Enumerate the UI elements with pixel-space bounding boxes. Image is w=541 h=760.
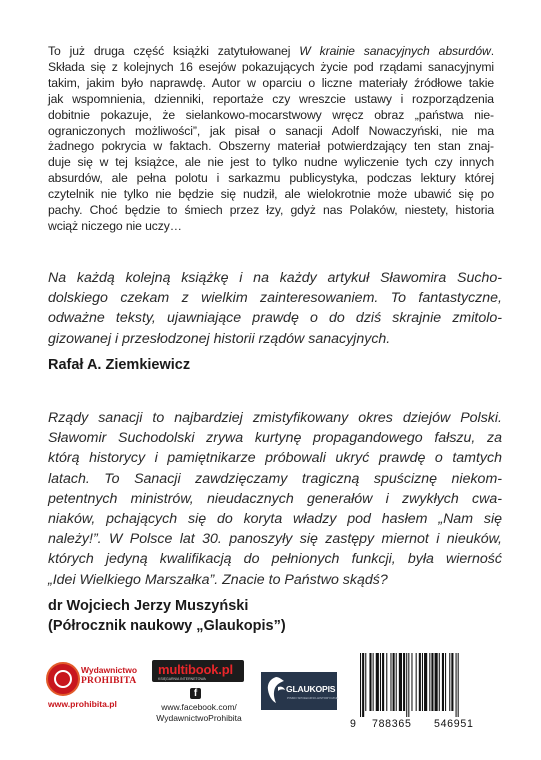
barcode-bar — [458, 653, 459, 717]
barcode-bar — [362, 653, 364, 717]
quote-line: gizowanej i przesłodzonej historii rządów sanacyjnych. — [48, 330, 391, 347]
barcode-bar — [365, 653, 366, 711]
barcode-bar — [411, 653, 412, 711]
barcode-bar — [456, 653, 457, 717]
description-text: wciąż niczego nie uczy… — [48, 218, 182, 233]
description-line — [48, 60, 494, 76]
quote-line: Na każdą kolejną książkę i na każdy artykuł Sławomira Sucho- — [48, 270, 502, 286]
description-text: Składa się z kolejnych 16 esejów pokazujących życie pod rządami sanacyjnymi — [48, 59, 494, 74]
review-author-muszynski: dr Wojciech Jerzy Muszyński — [48, 598, 249, 614]
barcode-bar — [445, 653, 446, 711]
barcode-bar — [376, 653, 379, 711]
prohibita-url: www.prohibita.pl — [48, 699, 117, 709]
review-author-ziemkiewicz: Rafał A. Ziemkiewicz — [48, 357, 191, 373]
description-text: czytelnik nie tylko nie będzie się nudził, ale wielokrotnie może ubawić się po — [48, 187, 494, 202]
barcode-bar — [386, 653, 387, 711]
book-description — [48, 44, 494, 235]
description-line — [48, 203, 494, 219]
quote-line: niaków, pchających się do koryta władzy pod hasłem „Nam się — [48, 511, 502, 528]
multibook-subtitle: KSIĘGARNIA INTERNETOWA — [158, 677, 206, 681]
facebook-url-line1: www.facebook.com/ — [161, 702, 237, 712]
barcode-bar — [369, 653, 371, 711]
quote-line: „Idei Wielkiego Marszałka”. Znacie to Państwo skądś? — [48, 571, 388, 588]
barcode-bar — [449, 653, 450, 711]
barcode-bar — [422, 653, 423, 711]
barcode-bar — [396, 653, 397, 711]
owl-icon — [264, 675, 288, 705]
description-line — [48, 187, 494, 203]
facebook-url — [152, 702, 246, 723]
quote-line: latach. To Sanacji zawdzięczamy tragiczną spuściznę niekom- — [48, 470, 502, 487]
barcode-bar — [451, 653, 453, 711]
prohibita-label-line1: Wydawnictwo — [81, 665, 138, 675]
barcode-bar — [419, 653, 421, 711]
barcode-bar — [442, 653, 444, 711]
description-line — [48, 219, 494, 235]
facebook-url-line2: WydawnictwoProhibita — [156, 712, 242, 723]
description-line — [48, 155, 494, 171]
prohibita-logo — [46, 658, 136, 718]
barcode-bar — [424, 653, 427, 711]
quote-line: którą historycy i pamiętnikarze próbowali ukryć prawdę o tamtych — [48, 450, 502, 467]
description-text: ograniczonych możliwości”, jak pisał o sanacji Adolf Nowaczyński, nie ma — [48, 123, 494, 138]
quote-line: odważne teksty, ujawniające prawdę o do dziś skrajnie zmitolo- — [48, 310, 502, 327]
glaukopis-logo — [261, 672, 337, 710]
description-text: pachy. Choć będzie to śmiech przez łzy, gdyż nas Polaków, niestety, historia — [48, 203, 494, 218]
barcode-bar — [416, 653, 417, 711]
description-line — [48, 171, 494, 187]
barcode-bar — [431, 653, 433, 711]
review-quote-muszynski — [48, 408, 502, 590]
barcode-bar — [382, 653, 384, 711]
multibook-badge — [152, 660, 244, 682]
description-text: duje się w tej książce, ale nie jest to tylko nudne wyliczenie tych czy innych — [48, 155, 494, 170]
description-text: takim, jakim było naprawdę. Autor w oparciu o liczne materiały źródłowe takie — [48, 75, 494, 90]
description-text: absurdów, ale pełna polotu i sarkazmu publicystyka, podczas lektury której — [48, 171, 494, 186]
barcode-left-digits: 788365 — [372, 718, 412, 730]
isbn-barcode — [350, 653, 500, 730]
prohibita-label-line2: PROHIBITA — [81, 676, 137, 686]
quote-line: należy!”. W Polsce lat 30. panoszyły się zastępy miernot i nieuków, — [48, 531, 502, 548]
prohibita-emblem-icon — [46, 662, 80, 696]
description-line — [48, 76, 494, 92]
description-text: jak wspomnienia, dzienniki, reportaże czy wreszcie ustawy i rozporządzenia — [48, 91, 494, 106]
multibook-name: multibook.pl — [158, 662, 233, 677]
review-author-affiliation: (Półrocznik naukowy „Glaukopis”) — [48, 618, 286, 634]
barcode-bar — [380, 653, 381, 711]
barcode-bar — [429, 653, 430, 711]
barcode-bar — [408, 653, 409, 717]
quote-line: petentnych ministrów, nieudacznych generałów i zwykłych cwa- — [48, 490, 502, 507]
book-title-reference: W krainie sanacyjnych absurdów — [299, 44, 491, 58]
barcode-bar — [360, 653, 361, 717]
glaukopis-name: GLAUKOPIS — [286, 684, 336, 694]
description-text: żadnego pokrycia w faktach. Obszerny materiał potwierdzający ten stan znaj- — [48, 139, 494, 154]
barcode-bar — [435, 653, 438, 711]
review-quote-ziemkiewicz — [48, 268, 502, 349]
facebook-icon: f — [190, 688, 201, 699]
description-text: . — [490, 44, 494, 58]
description-text: dobitnie pokazuje, że sielankowo-mocarstwowy wręcz obraz „państwa nie- — [48, 107, 494, 122]
barcode-bar — [393, 653, 395, 711]
description-line — [48, 124, 494, 140]
description-line — [48, 139, 494, 155]
glaukopis-subtitle: PISMO SPOŁECZNO-HISTORYCZNE — [287, 696, 339, 700]
description-line — [48, 44, 494, 60]
quote-line: Sławomir Suchodolski zrywa kurtynę propagandowego fałszu, za — [48, 430, 502, 447]
barcode-bars — [360, 653, 500, 717]
barcode-bar — [390, 653, 391, 711]
barcode-bar — [439, 653, 440, 711]
description-line — [48, 108, 494, 124]
description-text: To już druga część książki zatytułowanej — [48, 44, 300, 58]
description-line — [48, 92, 494, 108]
barcode-bar — [406, 653, 407, 717]
quote-line: których jedyną kwalifikacją do pełnionych funkcji, była wierność — [48, 551, 502, 568]
barcode-bar — [373, 653, 374, 711]
barcode-right-digits: 546951 — [434, 718, 474, 730]
multibook-logo — [150, 660, 250, 722]
barcode-first-digit: 9 — [350, 718, 357, 730]
barcode-bar — [399, 653, 402, 711]
quote-line: Rządy sanacji to najbardziej zmistyfikowany okres dziejów Polski. — [48, 410, 502, 426]
quote-line: dolskiego czekam z wielkim zainteresowaniem. To fantastyczne, — [48, 290, 502, 307]
barcode-bar — [403, 653, 405, 711]
